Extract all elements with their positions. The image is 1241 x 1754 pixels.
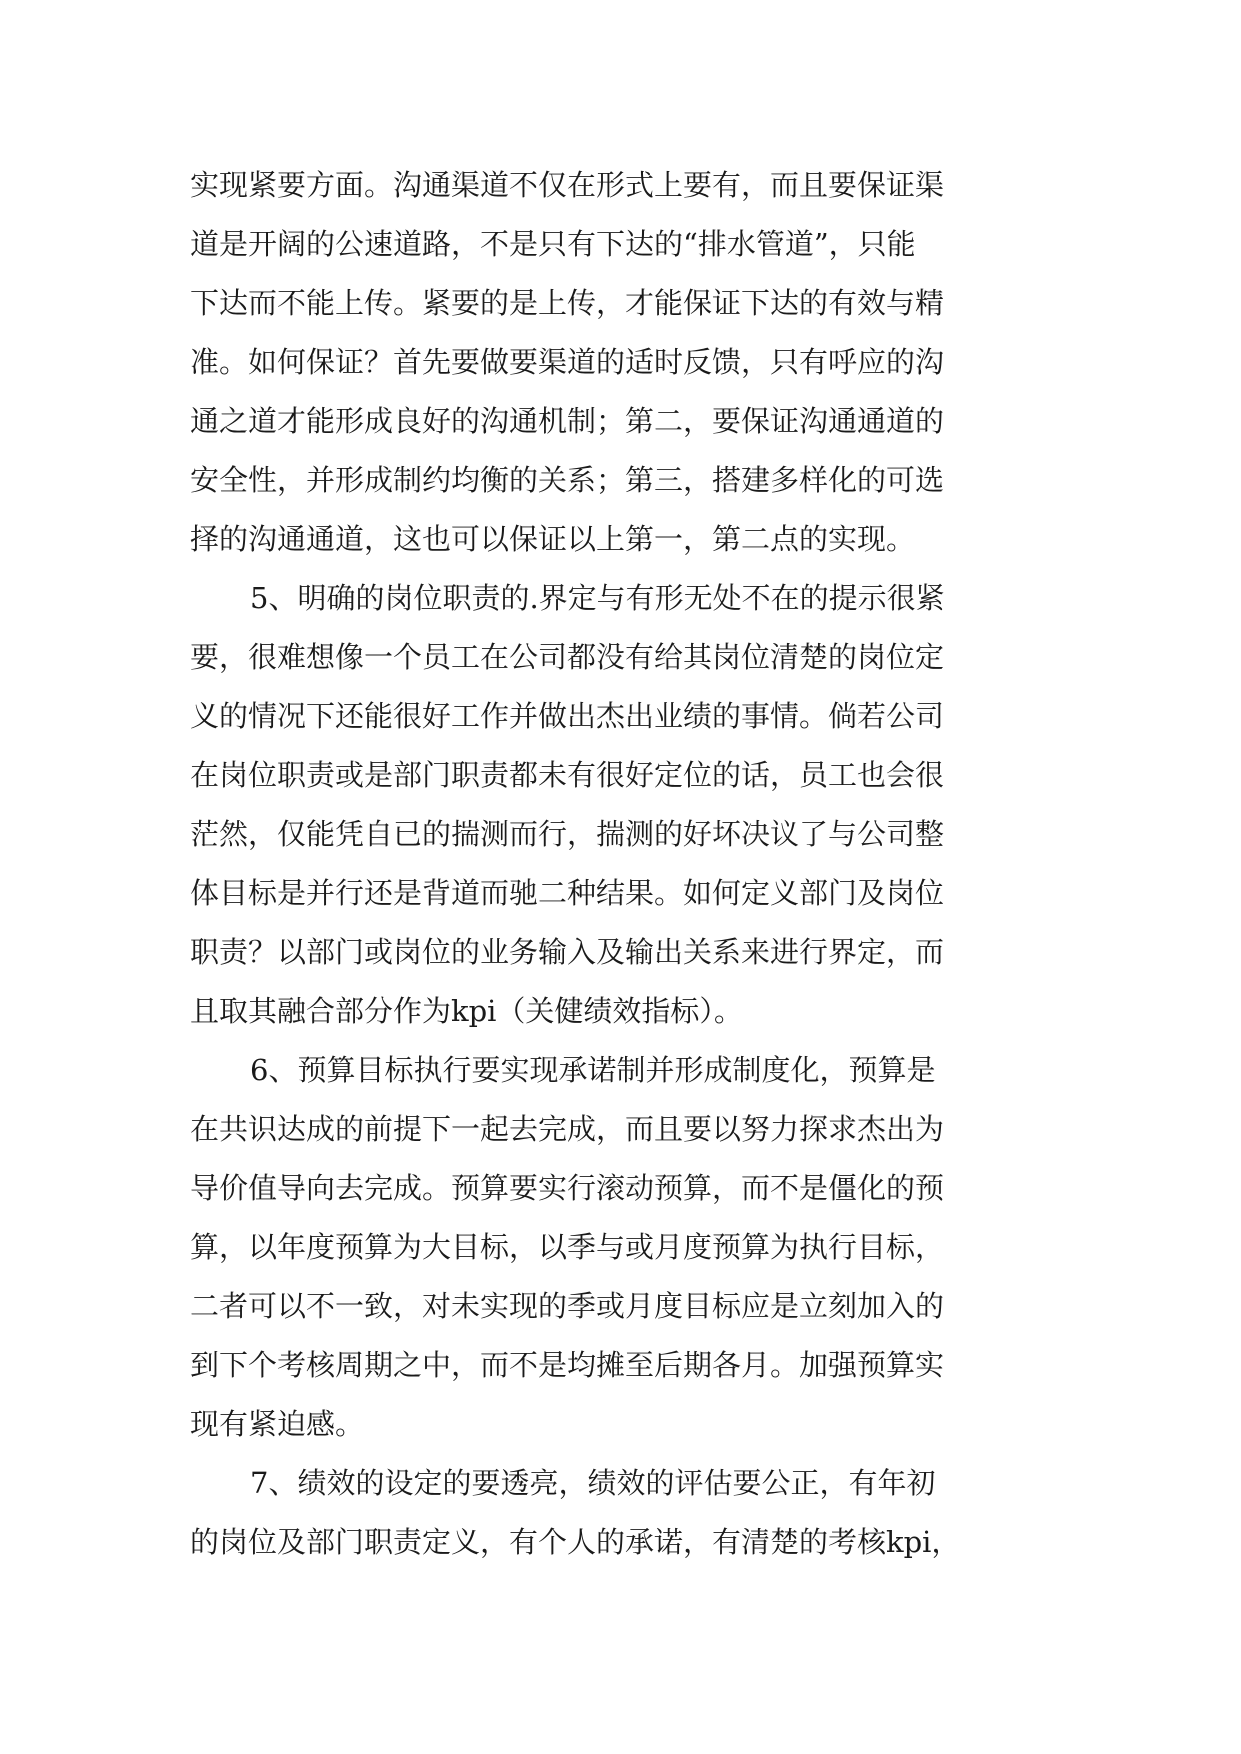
text-line: 安全性，并形成制约均衡的关系；第三，搭建多样化的可选 bbox=[190, 463, 945, 497]
text-line: 道是开阔的公速道路，不是只有下达的“排水管道”，只能 bbox=[190, 227, 916, 261]
text-line: 实现紧要方面。沟通渠道不仅在形式上要有，而且要保证渠 bbox=[190, 168, 945, 202]
text-line: 且取其融合部分作为kpi（关健绩效指标）。 bbox=[190, 994, 743, 1028]
paragraph-first-line: 6、预算目标执行要实现承诺制并形成制度化，预算是 bbox=[250, 1053, 936, 1087]
text-line: 通之道才能形成良好的沟通机制；第二，要保证沟通通道的 bbox=[190, 404, 945, 438]
paragraph-first-line: 7、绩效的设定的要透亮，绩效的评估要公正，有年初 bbox=[250, 1466, 936, 1500]
text-line: 在岗位职责或是部门职责都未有很好定位的话，员工也会很 bbox=[190, 758, 945, 792]
text-line: 算，以年度预算为大目标，以季与或月度预算为执行目标， bbox=[190, 1230, 945, 1264]
text-line: 在共识达成的前提下一起去完成，而且要以努力探求杰出为 bbox=[190, 1112, 945, 1146]
text-line: 现有紧迫感。 bbox=[190, 1407, 365, 1441]
text-line: 到下个考核周期之中，而不是均摊至后期各月。加强预算实 bbox=[190, 1348, 945, 1382]
text-line: 导价值导向去完成。预算要实行滚动预算，而不是僵化的预 bbox=[190, 1171, 945, 1205]
text-line: 体目标是并行还是背道而驰二种结果。如何定义部门及岗位 bbox=[190, 876, 945, 910]
text-line: 茫然，仅能凭自已的揣测而行，揣测的好坏决议了与公司整 bbox=[190, 817, 945, 851]
text-line: 职责？以部门或岗位的业务输入及输出关系来进行界定，而 bbox=[190, 935, 945, 969]
text-line: 的岗位及部门职责定义，有个人的承诺，有清楚的考核kpi， bbox=[190, 1525, 961, 1559]
text-line: 二者可以不一致，对未实现的季或月度目标应是立刻加入的 bbox=[190, 1289, 945, 1323]
text-line: 准。如何保证？首先要做要渠道的适时反馈，只有呼应的沟 bbox=[190, 345, 945, 379]
text-line: 义的情况下还能很好工作并做出杰出业绩的事情。倘若公司 bbox=[190, 699, 945, 733]
document-body bbox=[190, 156, 1058, 1572]
text-line: 要，很难想像一个员工在公司都没有给其岗位清楚的岗位定 bbox=[190, 640, 945, 674]
text-line: 下达而不能上传。紧要的是上传，才能保证下达的有效与精 bbox=[190, 286, 945, 320]
text-line: 择的沟通通道，这也可以保证以上第一，第二点的实现。 bbox=[190, 522, 916, 556]
paragraph-first-line: 5、明确的岗位职责的.界定与有形无处不在的提示很紧 bbox=[250, 581, 945, 615]
